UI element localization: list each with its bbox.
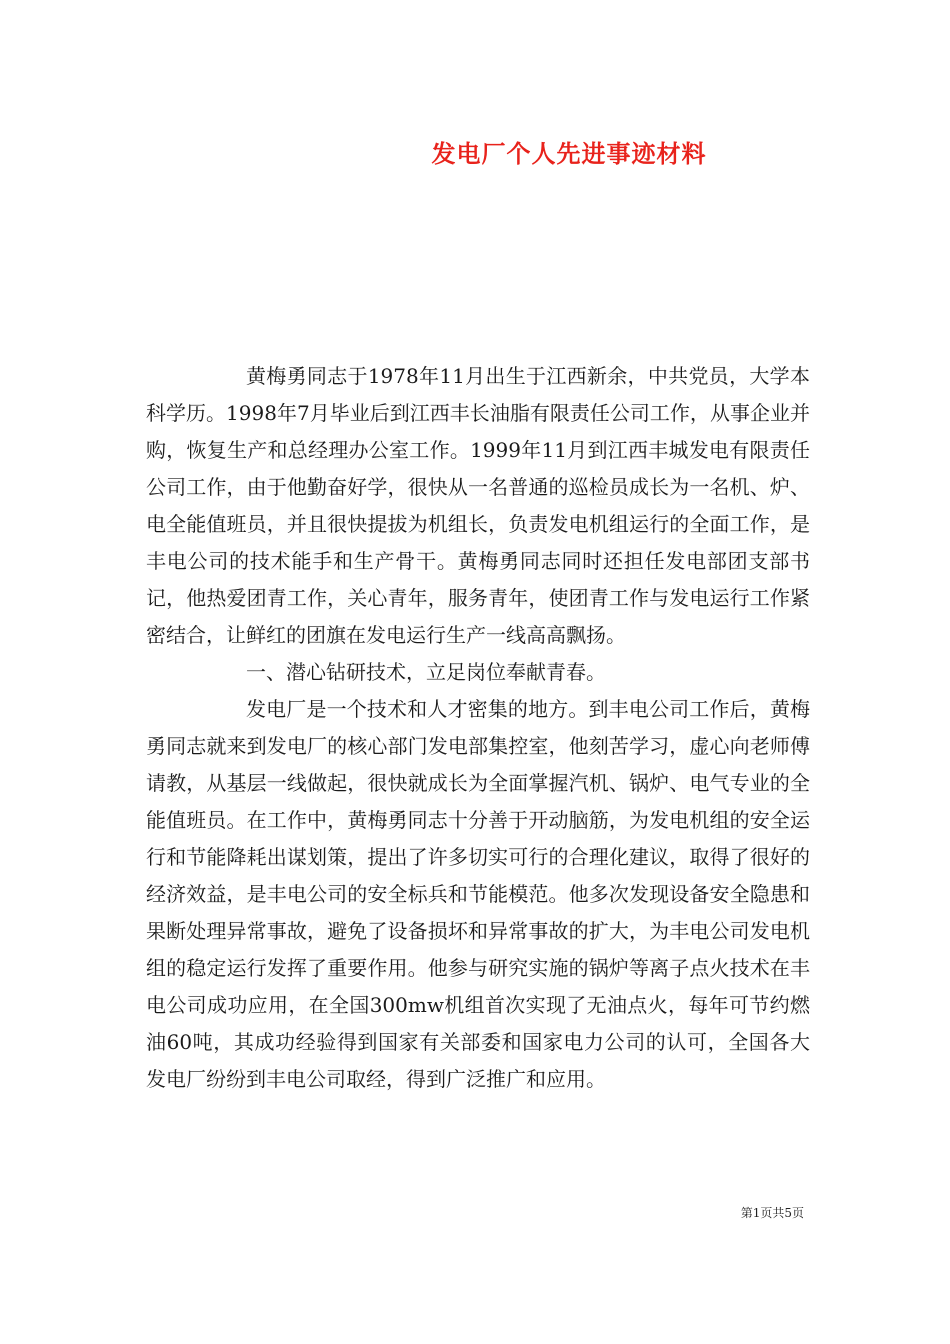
paragraph-section-1: 发电厂是一个技术和人才密集的地方。到丰电公司工作后，黄梅勇同志就来到发电厂的核心部门发电部集控室，他刻苦学习，虚心向老师傅请教，从基层一线做起，很快就成长为全面掌握汽机、锅炉、电气专业的全能值班员。在工作中，黄梅勇同志十分善于开动脑筋，为发电机组的安全运行和节能降耗出谋划策，提出了许多切实可行的合理化建议，取得了很好的经济效益，是丰电公司的安全标兵和节能模范。他多次发现设备安全隐患和果断处理异常事故，避免了设备损坏和异常事故的扩大，为丰电公司发电机组的稳定运行发挥了重要作用。他参与研究实施的锅炉等离子点火技术在丰电公司成功应用，在全国300mw机组首次实现了无油点火，每年可节约燃油60吨，其成功经验得到国家有关部委和国家电力公司的认可，全国各大发电厂纷纷到丰电公司取经，得到广泛推广和应用。 bbox=[146, 697, 810, 1091]
document-title: 发电厂个人先进事迹材料 bbox=[431, 139, 707, 168]
section-heading-1: 一、潜心钻研技术，立足岗位奉献青春。 bbox=[246, 660, 606, 684]
page-number: 第1页共5页 bbox=[740, 1206, 804, 1220]
document-body bbox=[146, 358, 810, 1098]
paragraph-intro: 黄梅勇同志于1978年11月出生于江西新余，中共党员，大学本科学历。1998年7月毕业后到江西丰长油脂有限责任公司工作，从事企业并购，恢复生产和总经理办公室工作。1999年11月到江西丰城发电有限责任公司工作，由于他勤奋好学，很快从一名普通的巡检员成长为一名机、炉、电全能值班员，并且很快提拔为机组长，负责发电机组运行的全面工作，是丰电公司的技术能手和生产骨干。黄梅勇同志同时还担任发电部团支部书记，他热爱团青工作，关心青年，服务青年，使团青工作与发电运行工作紧密结合，让鲜红的团旗在发电运行生产一线高高飘扬。 bbox=[146, 364, 810, 647]
